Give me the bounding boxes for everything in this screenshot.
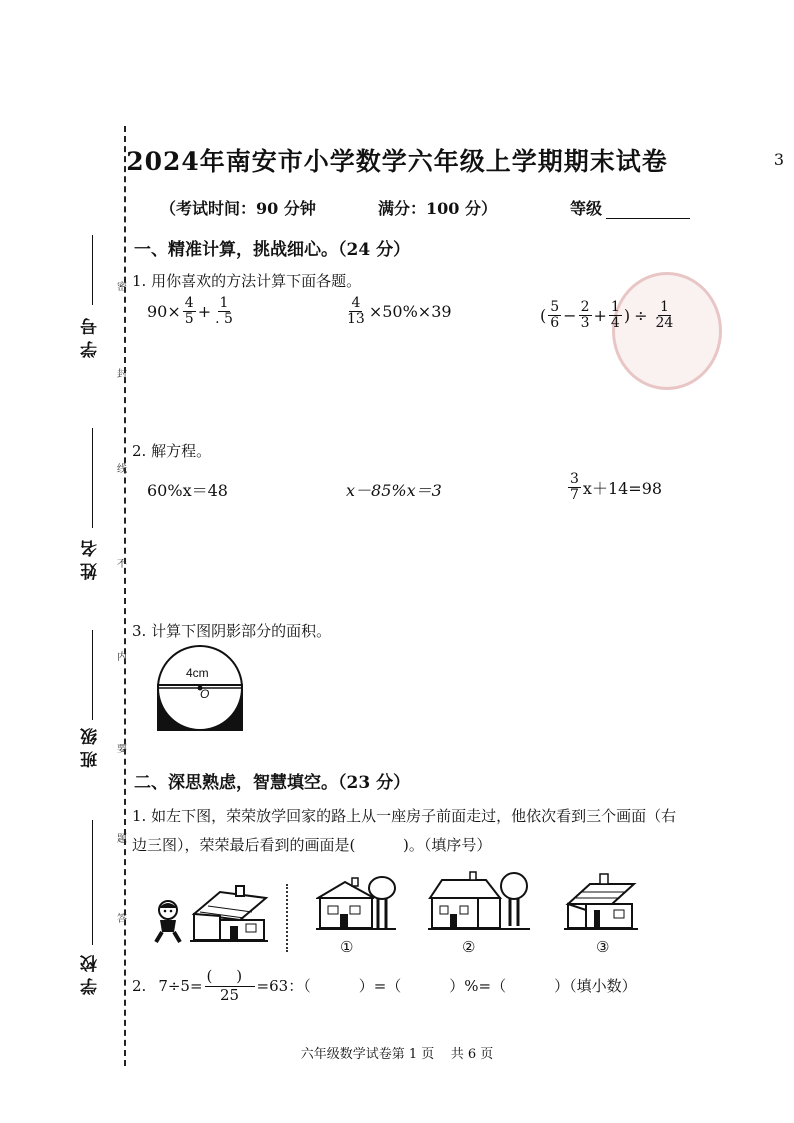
school-line bbox=[92, 820, 93, 945]
house-drawing bbox=[190, 884, 270, 944]
s2-q1-line2: 边三图），荣荣最后看到的画面是( )。（填序号） bbox=[132, 836, 492, 854]
expr-1-2: $\frac{4}{13}$ ×50%×39 bbox=[347, 295, 452, 328]
s2-q2-expression: 2. 7÷5= $\frac{( )}{25}$ =63：（ ）=（ ）%=（ ）（填小数） bbox=[132, 967, 637, 1004]
option-1-label: ① bbox=[340, 938, 354, 956]
equation-3: $\frac{3}{7}$ x＋14=98 bbox=[570, 471, 663, 504]
blank-fraction: $\frac{( )}{25}$ bbox=[205, 968, 255, 1004]
option-3-label: ③ bbox=[596, 938, 610, 956]
name-label: 姓 名 bbox=[81, 540, 101, 580]
view-option-1-drawing bbox=[316, 874, 396, 934]
class-line bbox=[92, 630, 93, 720]
center-label: O bbox=[200, 687, 210, 701]
view-option-3-drawing bbox=[562, 870, 642, 934]
time-info: （考试时间：90 分钟 bbox=[160, 199, 316, 218]
expr-1-1: 90× $\frac{4}{5}$ + $\frac{1}{. 5}$ bbox=[147, 295, 233, 328]
expr-1-3: ( $\frac{5}{6}$ − $\frac{2}{3}$ + $\frac{1}{4}$ ) ÷ $\frac{1}{24}$ bbox=[540, 299, 674, 332]
view-option-2-drawing bbox=[428, 870, 532, 934]
section2-heading: 二、深思熟虑，智慧填空。（23 分） bbox=[134, 773, 411, 793]
fraction: $\frac{1}{4}$ bbox=[610, 299, 620, 332]
corner-number: 3 bbox=[773, 150, 784, 169]
binding-mark: 线 bbox=[117, 464, 127, 475]
page-footer: 六年级数学试卷第 1 页 共 6 页 bbox=[300, 1047, 494, 1062]
grade-label: 等级 bbox=[570, 199, 603, 218]
score-info: 满分：100 分） bbox=[378, 199, 497, 218]
equation-2: x－85%x＝3 bbox=[346, 481, 442, 500]
q3-text: 3. 计算下图阴影部分的面积。 bbox=[132, 622, 332, 640]
grade-field bbox=[570, 196, 690, 219]
grade-blank[interactable] bbox=[606, 200, 690, 219]
binding-mark: 封 bbox=[117, 369, 127, 380]
binding-mark: 答 bbox=[117, 914, 127, 925]
fraction: $\frac{3}{7}$ bbox=[570, 471, 579, 504]
class-label: 班 级 bbox=[81, 728, 101, 768]
equation-1: 60%x＝48 bbox=[147, 481, 228, 500]
fraction: $\frac{4}{13}$ bbox=[347, 295, 365, 328]
exam-title: 2024年南安市小学数学六年级上学期期末试卷 bbox=[126, 147, 668, 176]
boy-walking-icon bbox=[150, 898, 186, 944]
option-2-label: ② bbox=[462, 938, 476, 956]
binding-mark: 内 bbox=[117, 652, 127, 663]
figure-separator bbox=[286, 884, 288, 952]
binding-line bbox=[124, 126, 126, 1066]
diameter-label: 4cm bbox=[186, 666, 209, 680]
binding-mark: 题 bbox=[117, 834, 127, 845]
fraction: $\frac{2}{3}$ bbox=[580, 299, 590, 332]
section1-heading: 一、精准计算，挑战细心。（24 分） bbox=[134, 240, 411, 260]
school-label: 学 校 bbox=[81, 955, 101, 995]
fraction: $\frac{4}{5}$ bbox=[184, 295, 194, 328]
binding-mark: 要 bbox=[117, 744, 127, 755]
fraction: $\frac{1}{24}$ bbox=[655, 299, 674, 332]
fraction: $\frac{1}{. 5}$ bbox=[215, 295, 233, 328]
student-id-label: 学 号 bbox=[81, 318, 101, 358]
name-line bbox=[92, 428, 93, 528]
s2-q1-line1: 1. 如左下图，荣荣放学回家的路上从一座房子前面走过，他依次看到三个画面（右 bbox=[132, 807, 677, 825]
binding-mark: 密 bbox=[117, 282, 127, 293]
student-id-line bbox=[92, 235, 93, 305]
q1-text: 1. 用你喜欢的方法计算下面各题。 bbox=[132, 272, 362, 290]
numerator-blank[interactable]: ( ) bbox=[205, 968, 255, 987]
binding-mark: 不 bbox=[117, 559, 127, 570]
fraction: $\frac{5}{6}$ bbox=[550, 299, 560, 332]
q2-text: 2. 解方程。 bbox=[132, 442, 212, 460]
